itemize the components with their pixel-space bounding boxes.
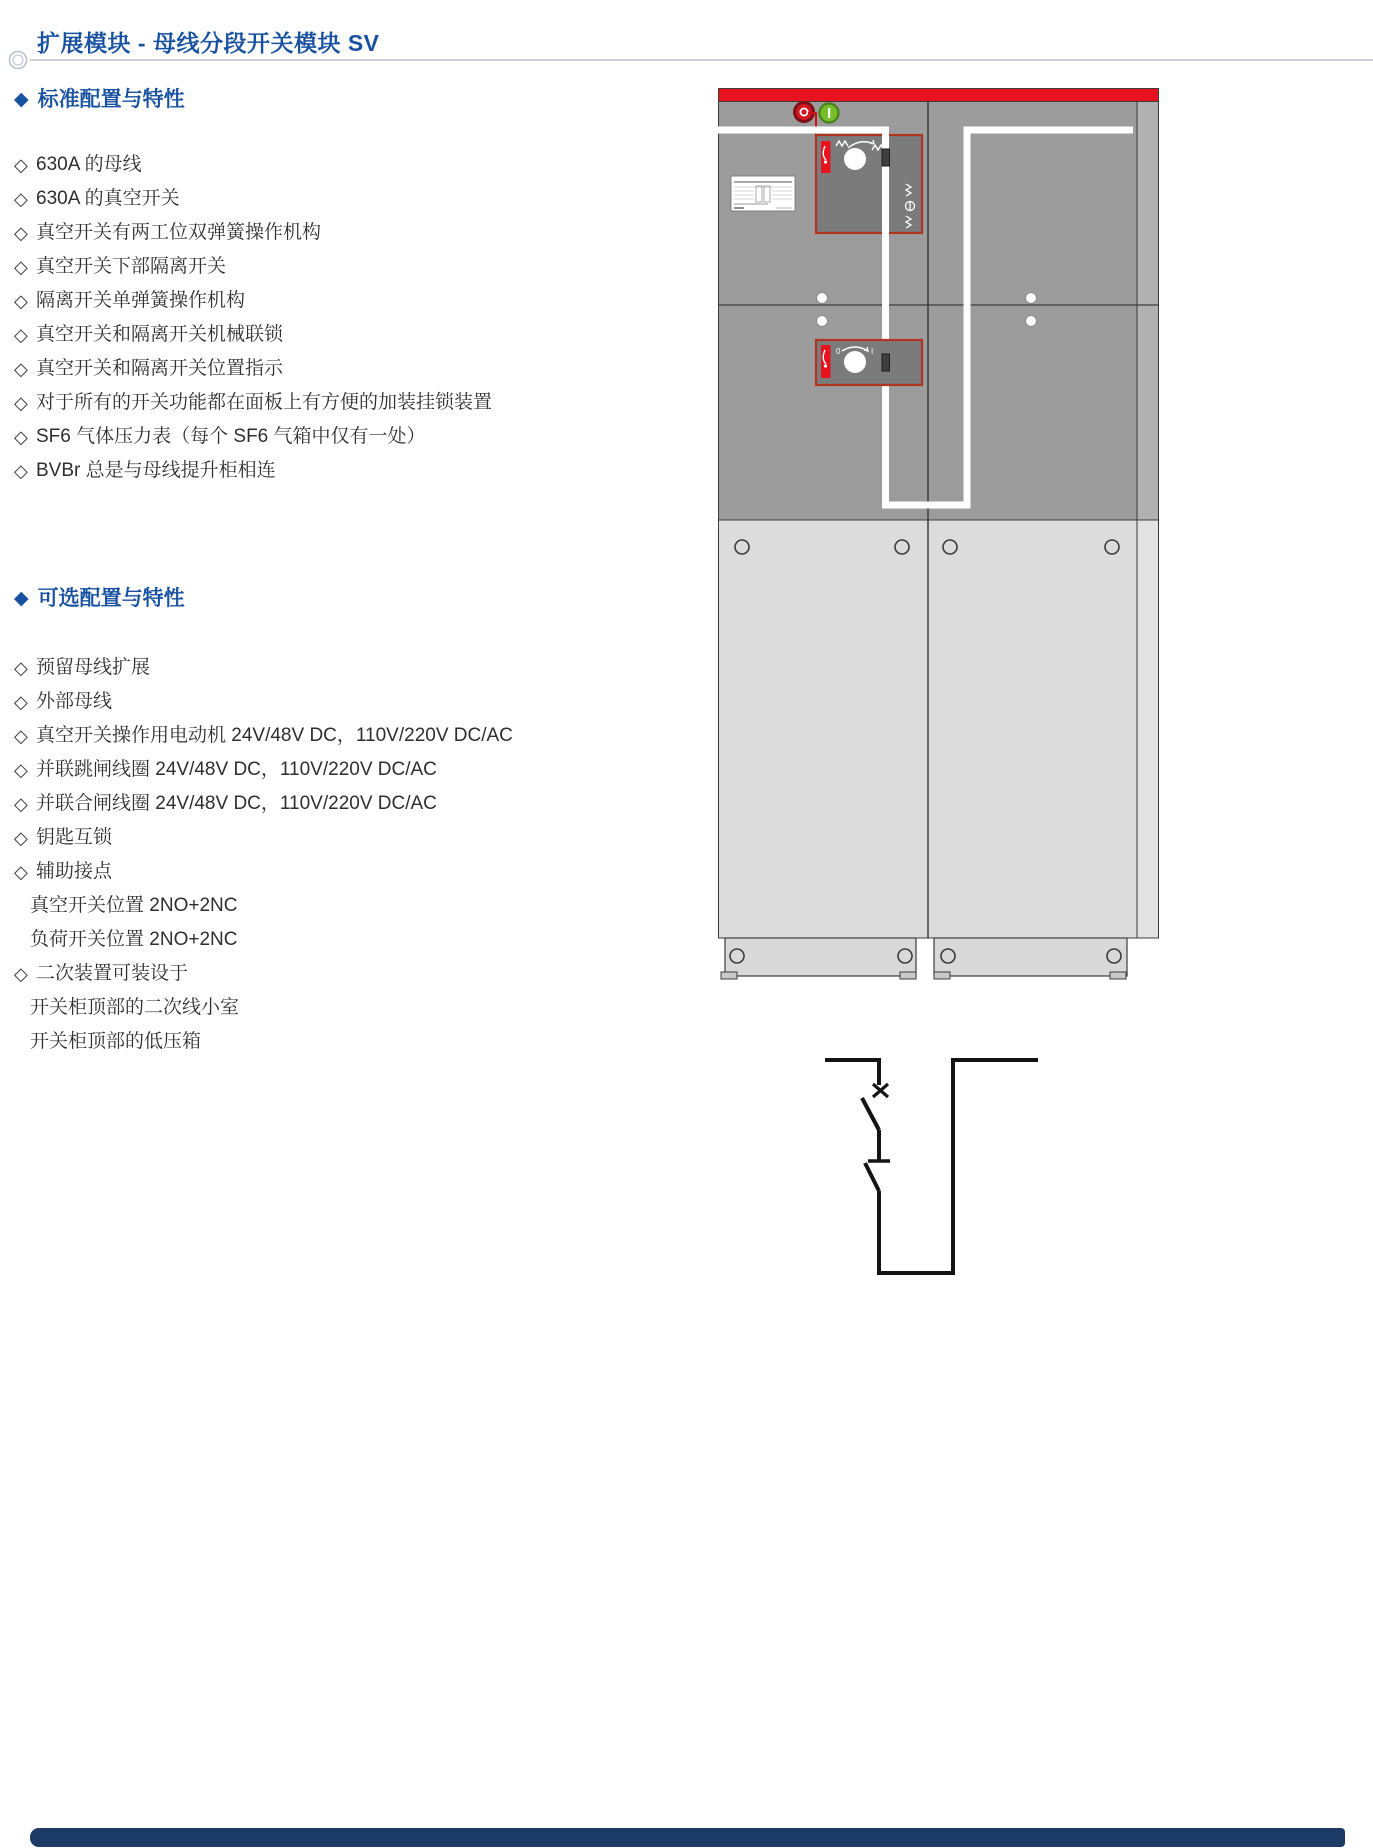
list-item-text: 真空开关位置 2NO+2NC [30, 895, 238, 916]
list-item [14, 685, 513, 719]
list-item [14, 651, 513, 685]
list-item-text: 真空开关操作用电动机 24V/48V DC，110V/220V DC/AC [36, 725, 513, 746]
list-item-text: 真空开关和隔离开关机械联锁 [36, 324, 284, 345]
list-item-text: 开关柜顶部的二次线小室 [30, 997, 240, 1018]
vacuum-breaker-x-symbol [873, 1084, 888, 1097]
list-item-text: 二次装置可装设于 [36, 963, 189, 984]
diamond-bullet-icon: ◇ [14, 794, 28, 814]
list-item [14, 855, 513, 889]
list-item-text: 负荷开关位置 2NO+2NC [30, 929, 238, 950]
operating-knob [844, 351, 866, 373]
diamond-bullet-icon: ◇ [14, 862, 28, 882]
single-line-diagram [800, 1045, 1060, 1290]
cabinet-lower-side [1137, 520, 1159, 938]
diamond-bullet-icon: ◇ [14, 155, 28, 175]
diamond-bullet-icon: ◇ [14, 461, 28, 481]
section-heading-text: 可选配置与特性 [37, 587, 185, 610]
list-item-text: 并联合闸线圈 24V/48V DC，110V/220V DC/AC [36, 793, 437, 814]
header-ring-icon [7, 49, 29, 71]
section-heading-standard [14, 87, 185, 113]
list-item [14, 386, 492, 420]
list-item-text: 对于所有的开关功能都在面板上有方便的加装挂锁装置 [36, 392, 493, 413]
switch-position-plate [821, 141, 831, 173]
diamond-bullet-icon: ◇ [14, 291, 28, 311]
list-item [14, 991, 513, 1025]
diamond-bullet-icon: ◇ [14, 223, 28, 243]
diamond-bullet-icon: ◇ [14, 658, 28, 678]
standard-feature-list [14, 148, 492, 488]
cabinet-red-strip [719, 89, 1159, 102]
list-item [14, 352, 492, 386]
diamond-bullet-icon: ◇ [14, 325, 28, 345]
list-item [14, 923, 513, 957]
cabinet-upper-side [1137, 102, 1159, 521]
filled-diamond-icon: ◆ [14, 588, 29, 609]
section-heading-text: 标准配置与特性 [37, 88, 185, 111]
diamond-bullet-icon: ◇ [14, 964, 28, 984]
page-footer-bar [30, 1828, 1345, 1847]
operating-shaft-slot [882, 354, 890, 371]
cabinet-base [721, 938, 1127, 979]
list-item-text: 真空开关下部隔离开关 [36, 256, 227, 277]
diamond-bullet-icon: ◇ [14, 257, 28, 277]
list-item [14, 787, 513, 821]
list-item-text: 630A 的母线 [36, 154, 142, 175]
list-item [14, 182, 492, 216]
list-item-text: 真空开关有两工位双弹簧操作机构 [36, 222, 322, 243]
optional-feature-list [14, 651, 513, 1059]
diamond-bullet-icon: ◇ [14, 692, 28, 712]
list-item [14, 216, 492, 250]
section-heading-optional [14, 586, 185, 612]
diamond-bullet-icon: ◇ [14, 726, 28, 746]
diamond-bullet-icon: ◇ [14, 828, 28, 848]
list-item [14, 284, 492, 318]
page-title: 扩展模块 - 母线分段开关模块 SV [37, 30, 380, 56]
diamond-bullet-icon: ◇ [14, 189, 28, 209]
operating-knob [844, 148, 866, 170]
list-item-text: BVBr 总是与母线提升柜相连 [36, 460, 276, 481]
list-item [14, 318, 492, 352]
list-item [14, 821, 513, 855]
list-item-text: 真空开关和隔离开关位置指示 [36, 358, 284, 379]
diamond-bullet-icon: ◇ [14, 427, 28, 447]
list-item-text: 预留母线扩展 [36, 657, 151, 678]
list-item-text: SF6 气体压力表（每个 SF6 气箱中仅有一处） [36, 426, 426, 447]
disconnector-module [816, 340, 922, 385]
list-item [14, 753, 513, 787]
list-item [14, 148, 492, 182]
list-item [14, 250, 492, 284]
knob-scale-left-label: 0 [836, 347, 841, 356]
on-button-icon [820, 104, 839, 123]
list-item-text: 钥匙互锁 [36, 827, 113, 848]
list-item-text: 外部母线 [36, 691, 113, 712]
rating-nameplate [731, 176, 795, 211]
diamond-bullet-icon: ◇ [14, 393, 28, 413]
diamond-bullet-icon: ◇ [14, 760, 28, 780]
diamond-bullet-icon: ◇ [14, 359, 28, 379]
filled-diamond-icon: ◆ [14, 89, 29, 110]
header-divider-line [30, 59, 1373, 61]
list-item-text: 隔离开关单弹簧操作机构 [36, 290, 246, 311]
list-item [14, 1025, 513, 1059]
operating-shaft-slot [882, 149, 890, 166]
list-item [14, 719, 513, 753]
list-item [14, 420, 492, 454]
list-item [14, 454, 492, 488]
list-item-text: 并联跳闸线圈 24V/48V DC，110V/220V DC/AC [36, 759, 437, 780]
switchgear-illustration [718, 88, 1159, 980]
list-item [14, 957, 513, 991]
list-item [14, 889, 513, 923]
list-item-text: 辅助接点 [36, 861, 113, 882]
list-item-text: 开关柜顶部的低压箱 [30, 1031, 202, 1052]
knob-scale-right-label: I [871, 347, 874, 356]
switch-position-plate [821, 345, 831, 378]
list-item-text: 630A 的真空开关 [36, 188, 180, 209]
